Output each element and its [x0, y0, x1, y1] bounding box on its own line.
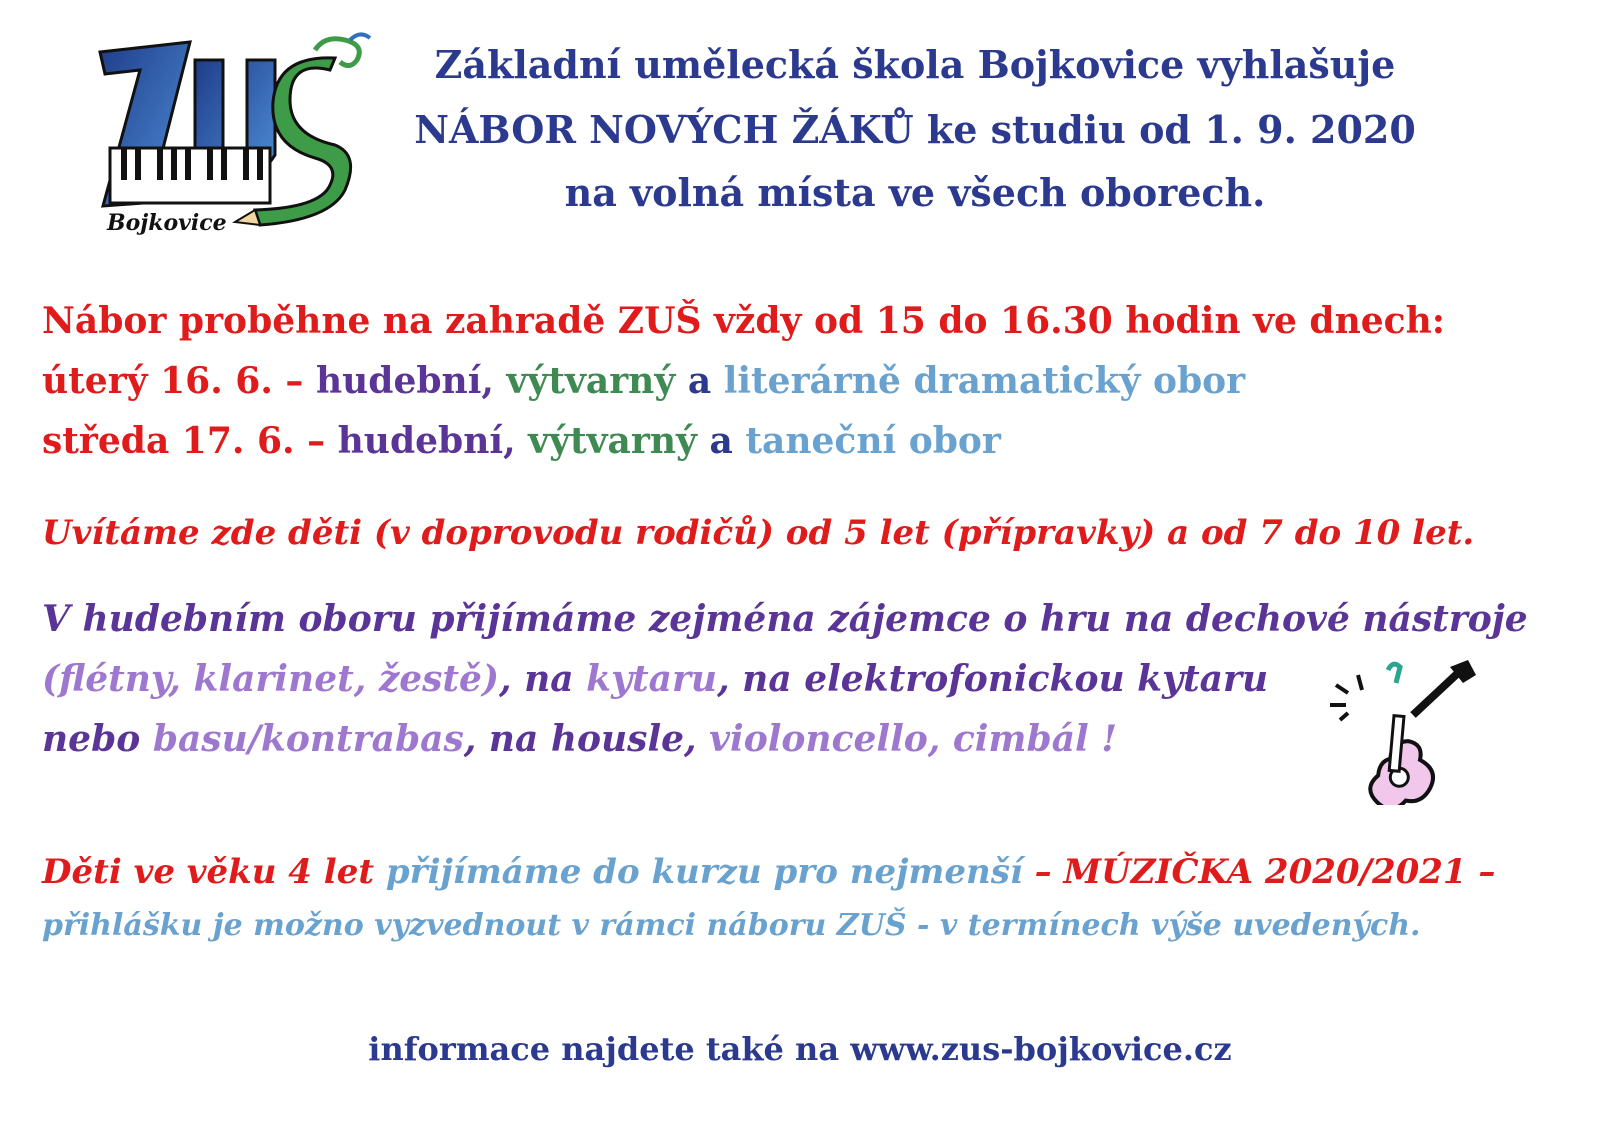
instruments-winds: (flétny, klarinet, žestě): [42, 658, 499, 700]
dept-art: výtvarný: [506, 360, 676, 402]
kids-course-text: přijímáme do kurzu pro nejmenší: [385, 852, 1023, 892]
footer-info: informace najdete také na www.zus-bojkovice.cz: [368, 1030, 1232, 1068]
conjunction: a: [687, 360, 712, 402]
dept-drama: literárně dramatický obor: [723, 360, 1246, 402]
music-text: nebo: [42, 718, 141, 760]
conjunction: a: [709, 420, 733, 462]
kids-course-line-2: přihlášku je možno vyzvednout v rámci náboru ZUŠ - v termínech výše uvedených.: [42, 908, 1421, 943]
music-line-3: [42, 718, 1117, 760]
header-line-3: na volná místa ve všech oborech.: [564, 170, 1266, 215]
header-line-1: Základní umělecká škola Bojkovice vyhlašuje: [434, 42, 1396, 87]
schedule-day: středa 17. 6. –: [42, 420, 326, 462]
zus-bojkovice-logo: [95, 30, 375, 245]
instrument-electric-guitar: , na elektrofonickou kytaru: [717, 658, 1269, 700]
schedule-intro: Nábor proběhne na zahradě ZUŠ vždy od 15 do 16.30 hodin ve dnech:: [42, 300, 1446, 342]
music-line-2: [42, 658, 1268, 700]
dept-dance: taneční obor: [745, 420, 1001, 462]
kids-age: Děti ve věku 4 let: [42, 852, 375, 892]
guitar-icon: [1318, 655, 1488, 805]
instrument-guitar: kytaru: [586, 658, 718, 700]
kids-course-name: – MÚZIČKA 2020/2021 –: [1034, 852, 1496, 892]
dept-art: výtvarný: [528, 420, 697, 462]
schedule-row-tuesday: [42, 360, 1245, 402]
welcome-text: Uvítáme zde děti (v doprovodu rodičů) od 5 let (přípravky) a od 7 do 10 let.: [42, 513, 1475, 553]
schedule-day: úterý 16. 6. –: [42, 360, 304, 402]
instrument-violin: , na housle,: [463, 718, 697, 760]
dept-music: hudební: [337, 420, 504, 462]
logo-town-text: Bojkovice: [107, 210, 227, 236]
separator: ,: [503, 420, 516, 462]
dept-music: hudební: [315, 360, 482, 402]
header-line-2: NÁBOR NOVÝCH ŽÁKŮ ke studiu od 1. 9. 2020: [414, 107, 1416, 152]
schedule-row-wednesday: [42, 420, 1001, 462]
kids-course-line-1: [42, 852, 1495, 892]
music-text: , na: [499, 658, 574, 700]
instruments-strings: violoncello, cimbál !: [709, 718, 1118, 760]
separator: ,: [481, 360, 494, 402]
instrument-bass: basu/kontrabas: [152, 718, 464, 760]
music-line-1: V hudebním oboru přijímáme zejména zájemce o hru na dechové nástroje: [42, 598, 1528, 640]
